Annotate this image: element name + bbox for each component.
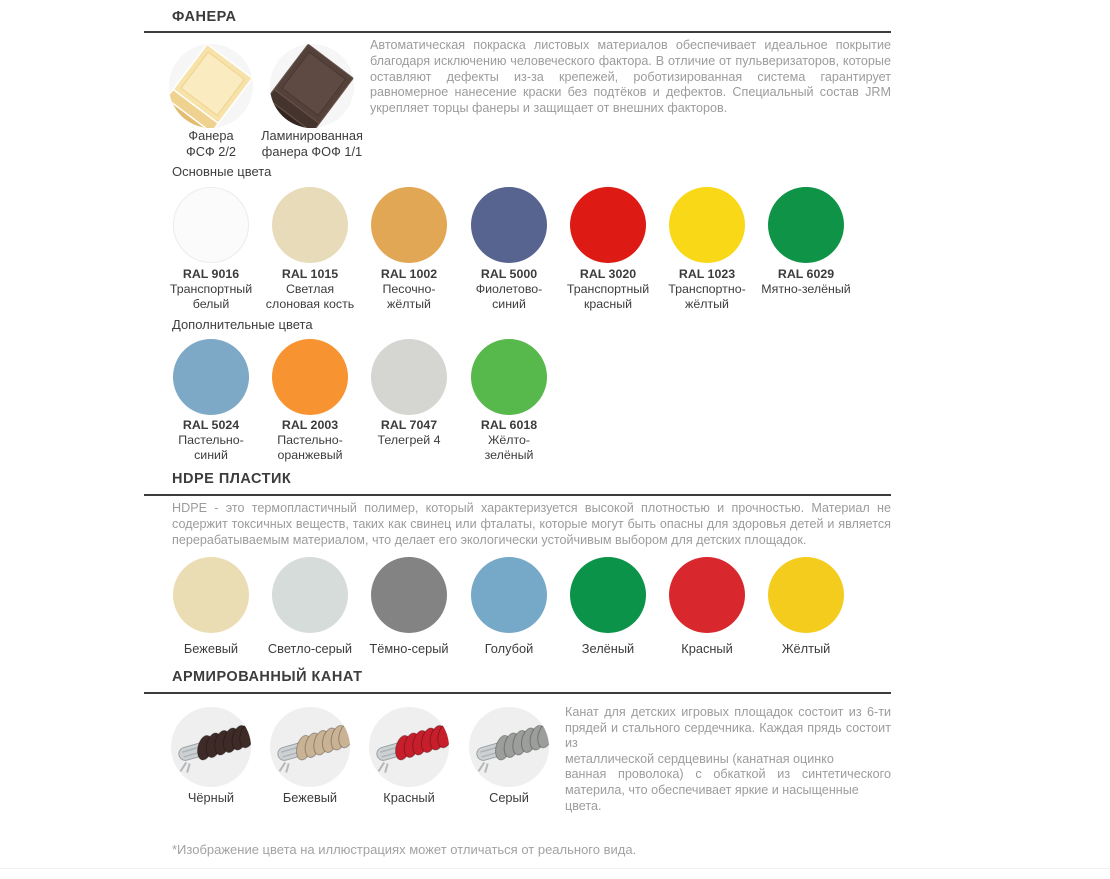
swatch-label: RAL 7047 Телегрей 4 bbox=[377, 418, 441, 447]
rope-image bbox=[469, 707, 549, 787]
swatch-label: RAL 1015 Светлая слоновая кость bbox=[265, 267, 355, 311]
swatch-hdpe-yellow bbox=[768, 557, 844, 633]
rope-photo-black bbox=[171, 707, 251, 792]
plywood-description: Автоматическая покраска листовых материалов обеспечивает идеальное покрытие благодаря исключению человеческого фактора. В отличие от пульверизаторов, которые оставляют дефекты из-за крепежей, роботизированная система гарантирует равномерное нанесение краски без подтёков и дефектов. Специальный состав JRM укрепляет торцы фанеры и защищает от внешних факторов. bbox=[370, 38, 891, 116]
section-divider bbox=[144, 31, 891, 33]
laminated-plywood-image bbox=[270, 44, 354, 128]
swatch-ral-7047 bbox=[371, 339, 447, 415]
swatch-label: RAL 6018 Жёлто- зелёный bbox=[480, 418, 538, 462]
plywood-photo-label: Фанера ФСФ 2/2 bbox=[185, 128, 237, 159]
extra-colors-label: Дополнительные цвета bbox=[172, 317, 313, 332]
page-bottom-divider bbox=[0, 868, 1110, 869]
rope-label: Бежевый bbox=[282, 790, 338, 805]
swatch-label: RAL 5000 Фиолетово- синий bbox=[475, 267, 543, 311]
plywood-photo bbox=[169, 44, 253, 133]
swatch-ral-6029 bbox=[768, 187, 844, 263]
laminated-plywood-photo bbox=[270, 44, 354, 133]
rope-image bbox=[171, 707, 251, 787]
swatch-ral-5000 bbox=[471, 187, 547, 263]
swatch-hdpe-beige bbox=[173, 557, 249, 633]
rope-image bbox=[270, 707, 350, 787]
swatch-ral-6018 bbox=[471, 339, 547, 415]
section-title-hdpe: HDPE ПЛАСТИК bbox=[172, 471, 292, 487]
swatch-hdpe-light-grey bbox=[272, 557, 348, 633]
rope-photo-beige bbox=[270, 707, 350, 792]
section-divider bbox=[144, 494, 891, 496]
rope-label: Красный bbox=[383, 790, 435, 805]
footnote: *Изображение цвета на иллюстрациях может отличаться от реального вида. bbox=[172, 842, 637, 857]
rope-description: Канат для детских игровых площадок состоит из 6-ти прядей и стального сердечника. Каждая прядь состоит из металлической сердцевины (канатная оцинко ванная проволока) с обкаткой из синтетического материла, что обеспечивает яркие и насыщенные цвета. bbox=[565, 705, 891, 813]
swatch-ral-3020 bbox=[570, 187, 646, 263]
swatch-label: RAL 6029 Мятно-зелёный bbox=[761, 267, 851, 296]
plywood-image bbox=[169, 44, 253, 128]
section-title-rope: АРМИРОВАННЫЙ КАНАТ bbox=[172, 669, 363, 685]
swatch-label: Жёлтый bbox=[781, 641, 831, 656]
swatch-label: RAL 1002 Песочно- жёлтый bbox=[380, 267, 438, 311]
swatch-label: RAL 9016 Транспортный белый bbox=[169, 267, 253, 311]
swatch-ral-9016 bbox=[173, 187, 249, 263]
swatch-label: RAL 3020 Транспортный красный bbox=[566, 267, 650, 311]
rope-photo-grey bbox=[469, 707, 549, 792]
swatch-ral-2003 bbox=[272, 339, 348, 415]
hdpe-description: HDPE - это термопластичный полимер, который характеризуется высокой плотностью и прочностью. Материал не содержит токсичных веществ, таких как свинец или фталаты, которые могут быть опасны для здоровья детей и является перерабатываемым материалом, что делает его экологически устойчивым выбором для детских площадок. bbox=[172, 501, 891, 547]
swatch-hdpe-blue bbox=[471, 557, 547, 633]
main-colors-label: Основные цвета bbox=[172, 164, 272, 179]
section-divider bbox=[144, 692, 891, 694]
swatch-hdpe-green bbox=[570, 557, 646, 633]
swatch-ral-5024 bbox=[173, 339, 249, 415]
swatch-label: Зелёный bbox=[581, 641, 635, 656]
swatch-label: Бежевый bbox=[183, 641, 239, 656]
swatch-label: Светло-серый bbox=[267, 641, 353, 656]
swatch-ral-1015 bbox=[272, 187, 348, 263]
swatch-label: Тёмно-серый bbox=[369, 641, 449, 656]
rope-label: Серый bbox=[489, 790, 529, 805]
swatch-label: Красный bbox=[681, 641, 733, 656]
rope-photo-red bbox=[369, 707, 449, 792]
swatch-label: RAL 1023 Транспортно- жёлтый bbox=[668, 267, 746, 311]
swatch-hdpe-dark-grey bbox=[371, 557, 447, 633]
swatch-ral-1002 bbox=[371, 187, 447, 263]
rope-image bbox=[369, 707, 449, 787]
laminated-plywood-photo-label: Ламинированная фанера ФОФ 1/1 bbox=[261, 128, 363, 159]
section-title-plywood: ФАНЕРА bbox=[172, 9, 237, 25]
rope-label: Чёрный bbox=[187, 790, 235, 805]
swatch-label: Голубой bbox=[484, 641, 534, 656]
swatch-label: RAL 2003 Пастельно- оранжевый bbox=[277, 418, 343, 462]
swatch-hdpe-red bbox=[669, 557, 745, 633]
swatch-ral-1023 bbox=[669, 187, 745, 263]
swatch-label: RAL 5024 Пастельно- синий bbox=[178, 418, 244, 462]
